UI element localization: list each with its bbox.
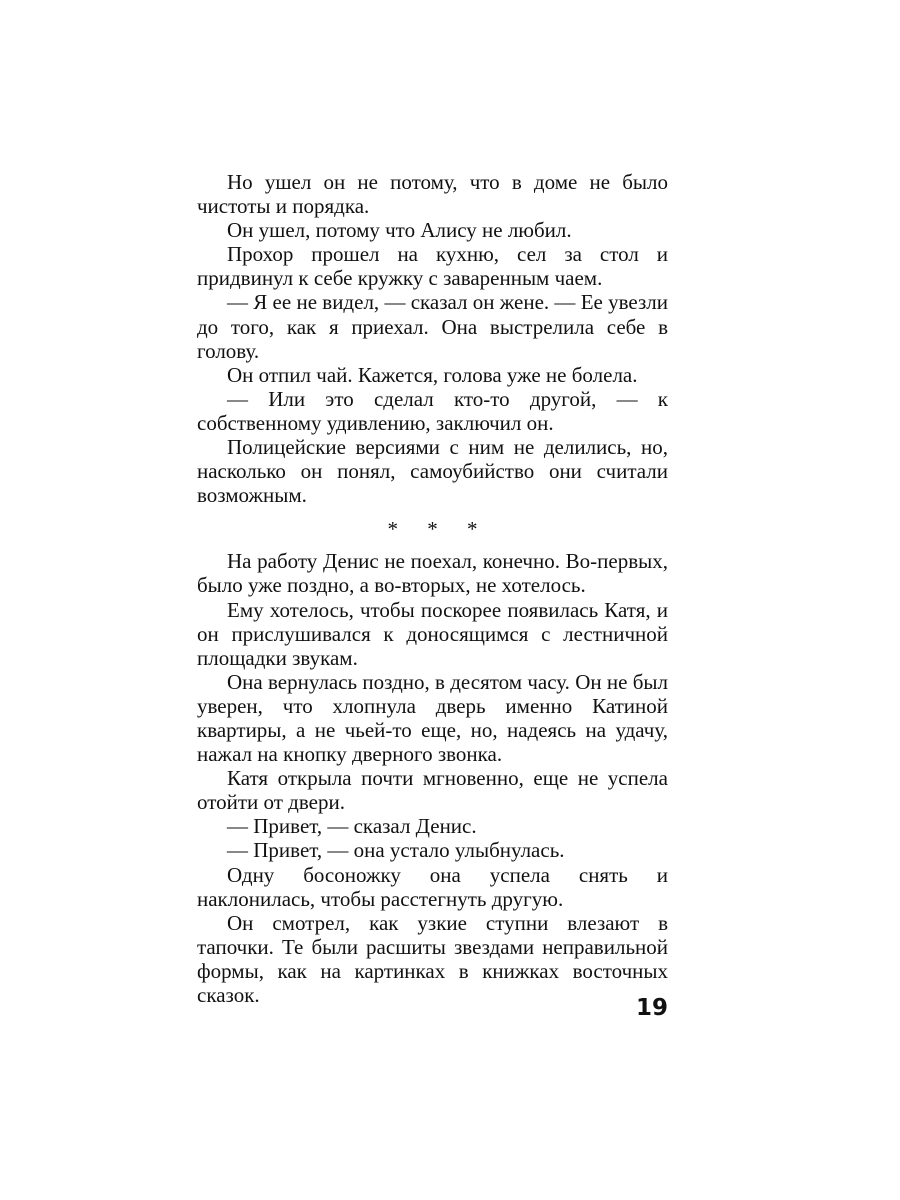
paragraph: Она вернулась поздно, в десятом часу. Он не был уверен, что хлопнула дверь именно Катиной квартиры, а не чьей-то еще, но, надеясь на удачу, нажал на кнопку дверного звонка. xyxy=(197,669,668,767)
paragraph: Он ушел, потому что Алису не любил. xyxy=(227,218,572,243)
paragraph: Прохор прошел на кухню, сел за стол и придвинул к себе кружку с заваренным чаем. xyxy=(197,242,668,291)
dialogue-paragraph: — Или это сделал кто-то другой, — к собственному удивлению, заключил он. xyxy=(197,386,668,435)
section-break: * * * xyxy=(387,517,490,542)
dialogue-paragraph: — Я ее не видел, — сказал он жене. — Ее увезли до того, как я приехал. Она выстрелила себе в голову. xyxy=(197,290,668,363)
paragraph: Ему хотелось, чтобы поскорее появилась Катя, и он прислушивался к доносящимся с лестничной площадки звукам. xyxy=(197,597,668,670)
paragraph: Одну босоножку она успела снять и наклонилась, чтобы расстегнуть другую. xyxy=(197,862,668,911)
page-number: 19 xyxy=(635,995,668,1021)
paragraph: Он отпил чай. Кажется, голова уже не болела. xyxy=(227,362,638,387)
paragraph: Он смотрел, как узкие ступни влезают в тапочки. Те были расшиты звездами неправильной формы, как на картинках в книжках восточных сказок. xyxy=(197,910,668,1007)
paragraph: Катя открыла почти мгновенно, еще не успела отойти от двери. xyxy=(197,766,668,815)
paragraph: Но ушел он не потому, что в доме не было чистоты и порядка. xyxy=(197,170,668,219)
paragraph: На работу Денис не поехал, конечно. Во-первых, было уже поздно, а во-вторых, не хотелось. xyxy=(197,549,668,598)
dialogue-paragraph: — Привет, — сказал Денис. xyxy=(227,814,477,839)
paragraph: Полицейские версиями с ним не делились, но, насколько он понял, самоубийство они считали возможным. xyxy=(197,435,668,508)
book-page-text xyxy=(197,170,668,1007)
dialogue-paragraph: — Привет, — она устало улыбнулась. xyxy=(227,838,565,863)
